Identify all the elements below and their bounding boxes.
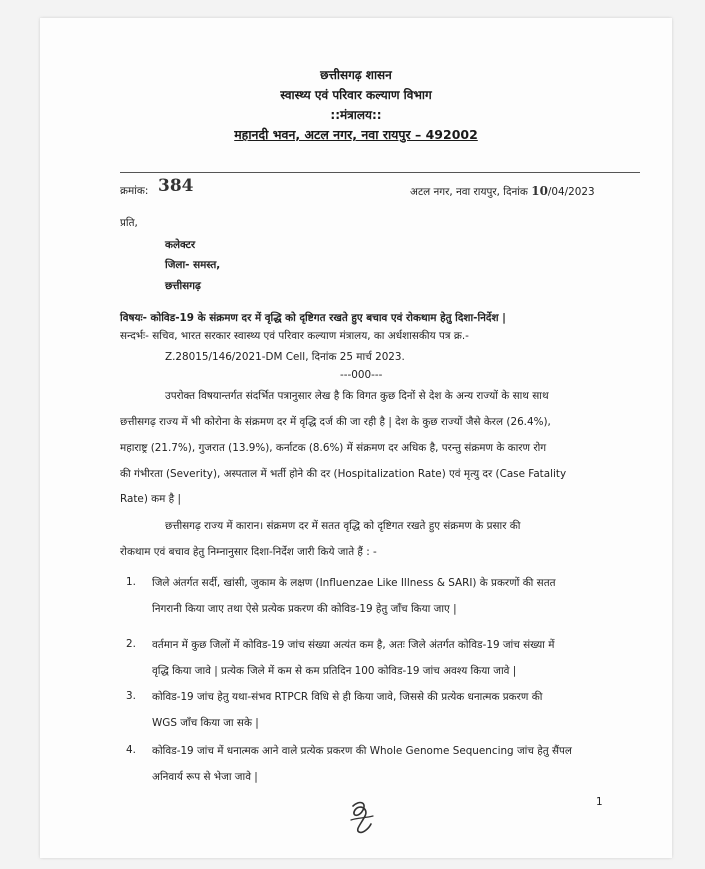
kramank-label: क्रमांक:	[120, 185, 149, 197]
header-department: स्वास्थ्य एवं परिवार कल्याण विभाग	[280, 88, 432, 102]
document-page	[40, 18, 672, 858]
page-number: 1	[596, 796, 603, 808]
kramank-number: 384	[158, 176, 194, 196]
recipient-line3: छत्तीसगढ़	[165, 280, 201, 292]
item-3-line2: WGS जाँच किया जा सके |	[152, 717, 259, 729]
recipient-line1: कलेक्टर	[165, 239, 196, 251]
item-4-line1: कोविड-19 जांच में धनात्मक आने वाले प्रत्येक प्रकरण की Whole Genome Sequencing जांच हेतु सैंपल	[152, 745, 572, 757]
para1-line1: उपरोक्त विषयान्तर्गत संदर्भित पत्रानुसार लेख है कि विगत कुछ दिनों से देश के अन्य राज्यों के साथ साथ	[165, 390, 549, 402]
para1-line4: की गंभीरता (Severity), अस्पताल में भर्ती होने की दर (Hospitalization Rate) एवं मृत्यु दर (Case Fatality	[120, 468, 567, 480]
date-suffix: /04/2023	[547, 186, 595, 198]
header-rule	[120, 172, 640, 173]
item-4-number: 4.	[126, 744, 136, 756]
item-3-number: 3.	[126, 690, 136, 702]
subject-line: विषयः- कोविड-19 के संक्रमण दर में वृद्धि को दृष्टिगत रखते हुए बचाव एवं रोकथाम हेतु दिशा-निर्देश |	[120, 312, 506, 324]
recipient-line2: जिला- समस्त,	[165, 259, 221, 271]
header-government: छत्तीसगढ़ शासन	[320, 68, 392, 82]
para1-line2: छत्तीसगढ़ राज्य में भी कोरोना के संक्रमण दर में वृद्धि दर्ज की जा रही है | देश के कुछ राज्यों जैसे केरल (26.4%),	[120, 416, 551, 428]
header-address: महानदी भवन, अटल नगर, नवा रायपुर – 492002	[234, 127, 478, 142]
item-2-line1: वर्तमान में कुछ जिलों में कोविड-19 जांच संख्या अत्यंत कम है, अतः जिले अंतर्गत कोविड-19 जांच संख्या में	[152, 639, 555, 651]
date-handwritten: 10	[531, 184, 548, 198]
reference-line2: Z.28015/146/2021-DM Cell, दिनांक 25 मार्च 2023.	[165, 351, 405, 363]
place-date-prefix: अटल नगर, नवा रायपुर, दिनांक	[410, 186, 528, 198]
place-date	[410, 184, 595, 199]
item-2-line2: वृद्धि किया जावे | प्रत्येक जिले में कम से कम प्रतिदिन 100 कोविड-19 जांच अवश्य किया जावे |	[152, 665, 517, 677]
reference-line1: सन्दर्भः- सचिव, भारत सरकार स्वास्थ्य एवं परिवार कल्याण मंत्रालय, का अर्धशासकीय पत्र क्र.-	[120, 330, 469, 342]
para2-line2: रोकथाम एवं बचाव हेतु निम्नानुसार दिशा-निर्देश जारी किये जाते हैं : -	[120, 546, 377, 558]
item-1-line1: जिले अंतर्गत सर्दी, खांसी, जुकाम के लक्षण (Influenzae Like Illness & SARI) के प्रकरणों की सतत	[152, 577, 556, 589]
para1-line3: महाराष्ट्र (21.7%), गुजरात (13.9%), कर्नाटक (8.6%) में संक्रमण दर अधिक है, परन्तु संक्रमण के कारण रोग	[120, 442, 547, 454]
signature	[345, 796, 377, 836]
item-3-line1: कोविड-19 जांच हेतु यथा-संभव RTPCR विधि से ही किया जावे, जिससे की प्रत्येक धनात्मक प्रकरण की	[152, 691, 543, 703]
header-ministry: ::मंत्रालय::	[330, 108, 382, 122]
para2-line1: छत्तीसगढ़ राज्य में कारान। संक्रमण दर में सतत वृद्धि को दृष्टिगत रखते हुए संक्रमण के प्रसार की	[165, 520, 521, 532]
item-4-line2: अनिवार्य रूप से भेजा जावे |	[152, 771, 258, 783]
separator: ---000---	[340, 369, 383, 381]
prati: प्रति,	[120, 217, 138, 229]
item-1-number: 1.	[126, 576, 136, 588]
para1-line5: Rate) कम है |	[120, 493, 181, 505]
item-1-line2: निगरानी किया जाए तथा ऐसे प्रत्येक प्रकरण की कोविड-19 हेतु जाँच किया जाए |	[152, 603, 457, 615]
item-2-number: 2.	[126, 638, 136, 650]
